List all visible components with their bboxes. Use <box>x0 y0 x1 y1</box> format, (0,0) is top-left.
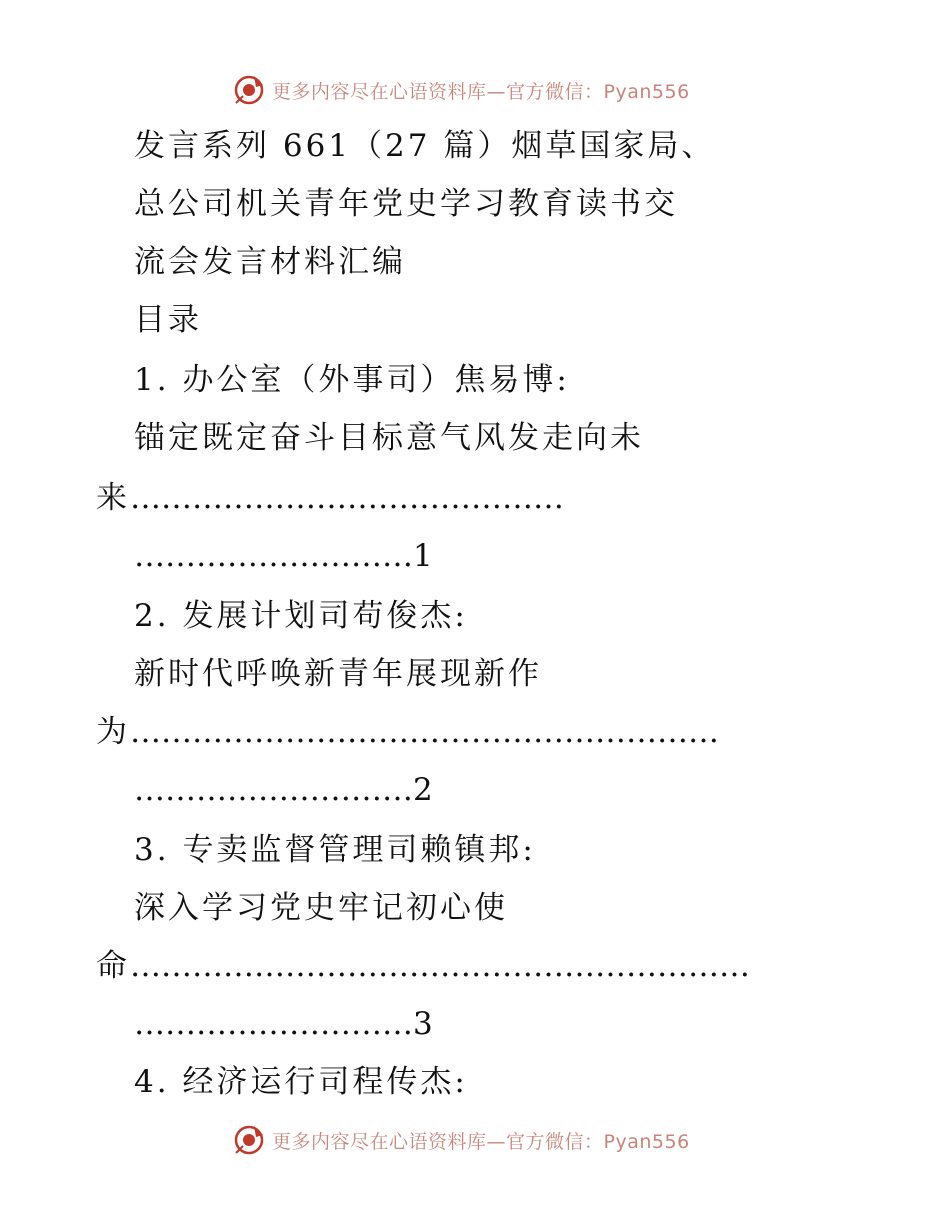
toc-entry-title-tail: 来 <box>96 480 130 516</box>
toc-page-number: 1 <box>413 538 436 574</box>
toc-leader-dots: ………………………………………………… <box>130 714 719 750</box>
footer-banner <box>232 1122 690 1158</box>
toc-entry-4-speaker <box>134 1062 468 1102</box>
toc-heading: 目录 <box>134 302 202 338</box>
toc-page-number: 3 <box>413 1006 436 1042</box>
toc-entry-2-title: 新时代呼唤新青年展现新作 <box>134 656 542 692</box>
toc-page-number: 2 <box>413 772 436 808</box>
toc-leader-dots: ……………………… <box>134 772 413 808</box>
toc-leader-dots: …………………………………………………… <box>130 948 750 984</box>
doc-title-line-3: 流会发言材料汇编 <box>134 244 406 280</box>
toc-entry-speaker: 经济运行司程传杰: <box>182 1064 468 1100</box>
toc-entry-1-title: 锚定既定奋斗目标意气风发走向未 <box>134 420 644 456</box>
toc-entry-2-title-tail <box>96 712 719 752</box>
toc-entry-number: 4. <box>134 1064 170 1100</box>
pen-circle-logo-icon <box>232 73 266 107</box>
banner-text: 更多内容尽在心语资料库—官方微信：Pyan556 <box>272 1130 690 1153</box>
doc-title-line-2: 总公司机关青年党史学习教育读书交 <box>134 186 678 222</box>
toc-entry-3-title: 深入学习党史牢记初心使 <box>134 890 508 926</box>
toc-entry-1-speaker <box>134 360 570 400</box>
banner-text: 更多内容尽在心语资料库—官方微信：Pyan556 <box>272 80 690 103</box>
toc-entry-2-speaker <box>134 596 468 636</box>
doc-title-line-1: 发言系列 661（27 篇）烟草国家局、 <box>134 128 716 164</box>
toc-entry-2-page-line <box>134 770 436 810</box>
toc-entry-title-tail: 命 <box>96 948 130 984</box>
toc-entry-number: 3. <box>134 832 170 868</box>
toc-leader-dots: ……………………… <box>134 538 413 574</box>
toc-entry-speaker: 发展计划司苟俊杰: <box>182 598 468 634</box>
toc-entry-speaker: 办公室（外事司）焦易博: <box>182 362 570 398</box>
toc-entry-3-page-line <box>134 1004 436 1044</box>
pen-circle-logo-icon <box>232 1123 266 1157</box>
toc-entry-number: 1. <box>134 362 170 398</box>
header-banner <box>232 72 690 108</box>
toc-entry-1-page-line <box>134 536 436 576</box>
toc-entry-3-title-tail <box>96 946 750 986</box>
toc-entry-speaker: 专卖监督管理司赖镇邦: <box>182 832 536 868</box>
toc-entry-title-tail: 为 <box>96 714 130 750</box>
toc-leader-dots: …………………………………… <box>130 480 564 516</box>
toc-leader-dots: ……………………… <box>134 1006 413 1042</box>
toc-entry-3-speaker <box>134 830 536 870</box>
toc-entry-number: 2. <box>134 598 170 634</box>
toc-entry-1-title-tail <box>96 478 564 518</box>
